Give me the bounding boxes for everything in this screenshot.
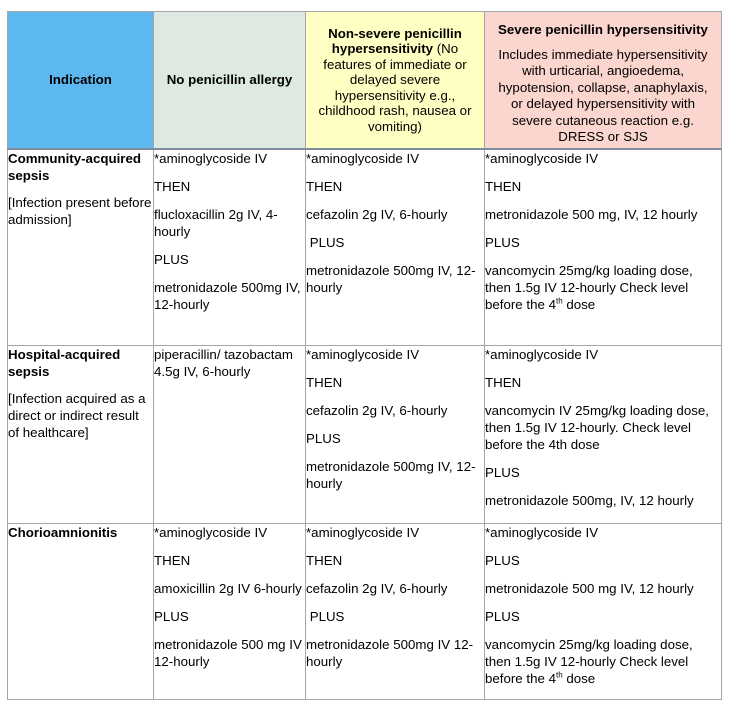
severe-title: Severe penicillin hypersensitivity: [498, 22, 708, 37]
antibiotic-table: [7, 11, 722, 700]
severe-desc: Includes immediate hypersensitivity with urticarial, angioedema, hypotension, collapse, anaphylaxis, or delayed hypersensitivity with severe cutaneous reaction e.g. DRESS or SJS: [498, 46, 708, 144]
severe-cell: *aminoglycoside IV THEN metronidazole 500 mg, IV, 12 hourly PLUS vancomycin 25mg/kg loading dose, then 1.5g IV 12-hourly Check level before the 4th dose: [485, 149, 722, 346]
no-allergy-cell: piperacillin/ tazobactam 4.5g IV, 6-hourly: [154, 346, 306, 524]
non-severe-title: Non-severe penicillin hypersensitivity: [328, 25, 462, 56]
indication-cell: Chorioamnionitis: [8, 524, 154, 700]
non-severe-desc: (No features of immediate or delayed severe hypersensitivity e.g., childhood rash, nausea or vomiting): [318, 41, 472, 134]
non-severe-cell: *aminoglycoside IV THEN cefazolin 2g IV, 6-hourly PLUS metronidazole 500mg IV, 12-hourly: [306, 149, 485, 346]
indication-cell: Hospital-acquired sepsis [Infection acquired as a direct or indirect result of healthcare]: [8, 346, 154, 524]
header-no-allergy: No penicillin allergy: [154, 12, 306, 149]
table-row: [8, 346, 722, 524]
non-severe-cell: *aminoglycoside IV THEN cefazolin 2g IV, 6-hourly PLUS metronidazole 500mg IV, 12-hourly: [306, 346, 485, 524]
severe-cell: *aminoglycoside IV THEN vancomycin IV 25mg/kg loading dose, then 1.5g IV 12-hourly. Check level before the 4th dose PLUS metronidazole 500mg, IV, 12 hourly: [485, 346, 722, 524]
header-severe: [485, 12, 722, 149]
table-row: [8, 149, 722, 346]
header-indication: Indication: [8, 12, 154, 149]
indication-cell: Community-acquired sepsis [Infection present before admission]: [8, 149, 154, 346]
no-allergy-cell: *aminoglycoside IV THEN flucloxacillin 2g IV, 4-hourly PLUS metronidazole 500mg IV, 12-hourly: [154, 149, 306, 346]
header-non-severe: [306, 12, 485, 149]
severe-cell: *aminoglycoside IV PLUS metronidazole 500 mg IV, 12 hourly PLUS vancomycin 25mg/kg loading dose, then 1.5g IV 12-hourly Check level before the 4th dose: [485, 524, 722, 700]
header-row: [8, 12, 722, 149]
no-allergy-cell: *aminoglycoside IV THEN amoxicillin 2g IV 6-hourly PLUS metronidazole 500 mg IV 12-hourly: [154, 524, 306, 700]
non-severe-cell: *aminoglycoside IV THEN cefazolin 2g IV, 6-hourly PLUS metronidazole 500mg IV 12-hourly: [306, 524, 485, 700]
table-row: [8, 524, 722, 700]
